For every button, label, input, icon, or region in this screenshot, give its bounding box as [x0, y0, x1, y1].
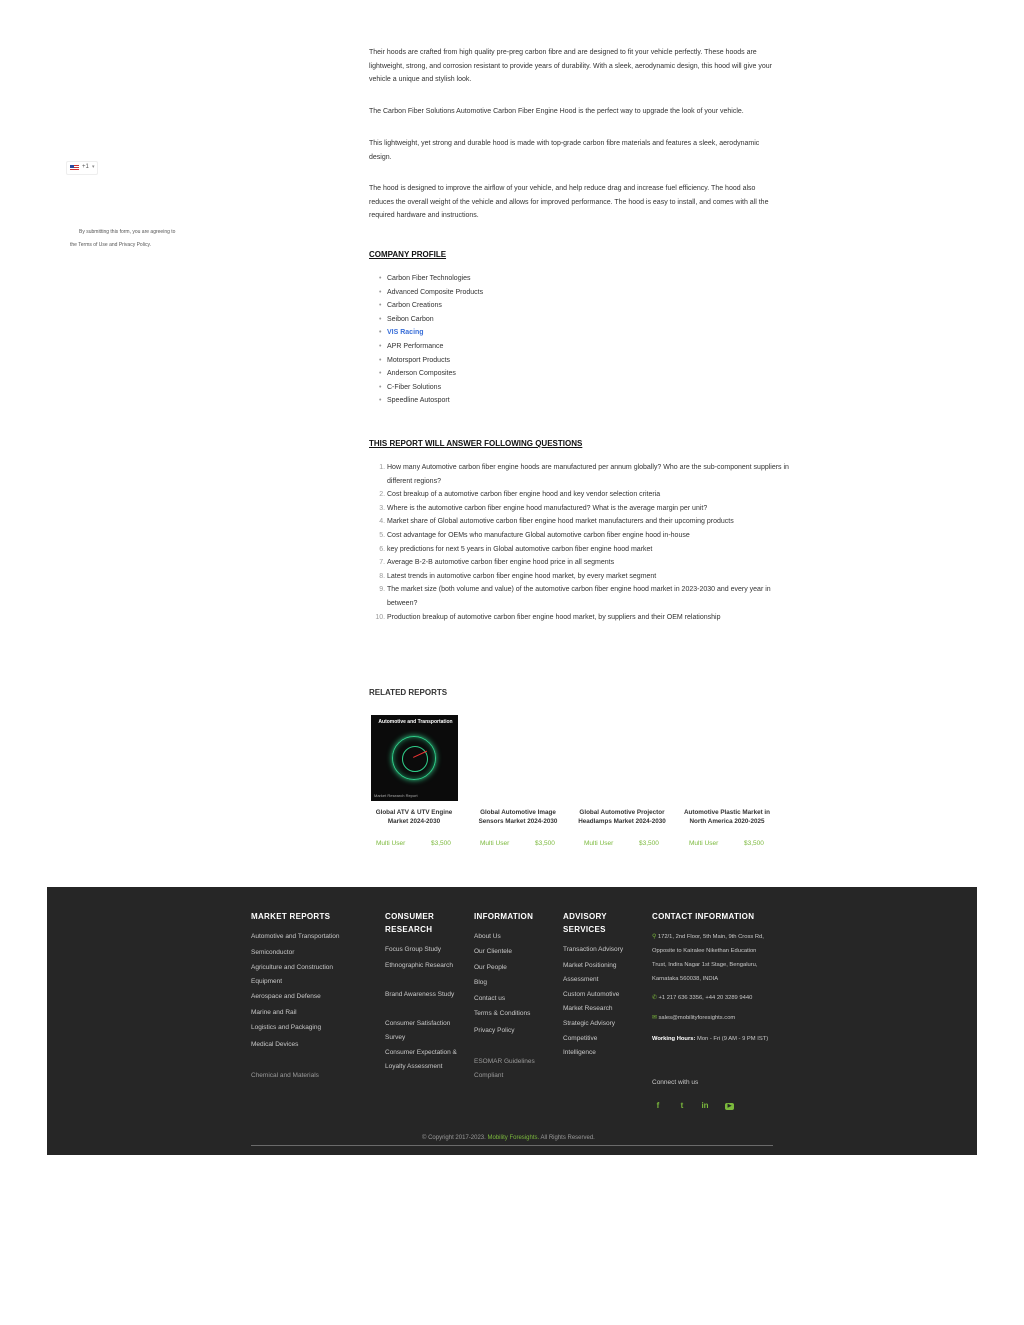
- questions-heading: THIS REPORT WILL ANSWER FOLLOWING QUESTIONS: [369, 439, 583, 448]
- footer-link[interactable]: Ethnographic Research: [385, 962, 453, 969]
- twitter-icon[interactable]: t: [680, 1101, 684, 1110]
- footer-link[interactable]: Marine and Rail: [251, 1009, 297, 1016]
- license-label: Multi User: [584, 840, 614, 847]
- list-item: 5. Cost advantage for OEMs who manufacture Global automotive carbon fiber engine hood in-house: [387, 529, 792, 543]
- paragraph-3: This lightweight, yet strong and durable hood is made with top-grade carbon fibre materials and features a sleek, aerodynamic design.: [369, 140, 760, 161]
- footer-heading-consumer-research: CONSUMER RESEARCH: [385, 912, 435, 934]
- price-label: $3,500: [639, 840, 659, 847]
- list-item: 8. Latest trends in automotive carbon fiber engine hood market, by every market segment: [387, 570, 792, 584]
- location-pin-icon: ⚲: [652, 934, 657, 940]
- consent-text-2: the Terms of Use and Privacy Policy.: [70, 242, 151, 248]
- footer-heading-contact: CONTACT INFORMATION: [652, 912, 755, 921]
- price-label: $3,500: [744, 840, 764, 847]
- footer-link[interactable]: Competitive Intelligence: [563, 1035, 598, 1056]
- related-report-title[interactable]: Global Automotive Projector Headlamps Market 2024-2030: [578, 809, 666, 825]
- youtube-icon[interactable]: ▶: [725, 1103, 734, 1110]
- footer-link[interactable]: ESOMAR Guidelines Compliant: [474, 1058, 535, 1079]
- footer-divider: [251, 1145, 773, 1146]
- company-link-vis-racing[interactable]: • VIS Racing: [387, 326, 483, 340]
- footer-heading-information: INFORMATION: [474, 912, 534, 921]
- price-label: $3,500: [431, 840, 451, 847]
- working-hours-value: Mon - Fri (9 AM - 9 PM IST): [695, 1036, 769, 1042]
- footer-link[interactable]: Terms & Conditions: [474, 1010, 531, 1017]
- list-item: 7. Average B-2-B automotive carbon fiber engine hood price in all segments: [387, 556, 792, 570]
- phone-text: +1 217 636 3356, +44 20 3289 9440: [658, 995, 753, 1001]
- thumbnail-title: Automotive and Transportation: [378, 719, 453, 725]
- paragraph-2: The Carbon Fiber Solutions Automotive Carbon Fiber Engine Hood is the perfect way to upgrade the look of your vehicle.: [369, 108, 744, 115]
- footer-link[interactable]: Blog: [474, 979, 488, 986]
- footer-link[interactable]: Consumer Expectation & Loyalty Assessment: [385, 1049, 457, 1070]
- price-label: $3,500: [535, 840, 555, 847]
- footer-link[interactable]: Agriculture and Construction Equipment: [251, 964, 334, 985]
- footer-link[interactable]: About Us: [474, 933, 501, 940]
- list-item: 1. How many Automotive carbon fiber engine hoods are manufactured per annum globally? Who are the sub-component suppliers in different regions?: [387, 461, 792, 488]
- consent-text-1: By submitting this form, you are agreeing to: [79, 229, 176, 235]
- working-hours-label: Working Hours:: [652, 1036, 696, 1042]
- list-item: • Anderson Composites: [387, 367, 483, 381]
- working-hours: [652, 1032, 772, 1046]
- footer-link[interactable]: Market Positioning Assessment: [563, 962, 617, 983]
- footer-link[interactable]: Medical Devices: [251, 1041, 299, 1048]
- company-list: [369, 272, 483, 408]
- thumbnail-footer: Market Research Report: [374, 793, 418, 798]
- chevron-down-icon: ▾: [92, 164, 95, 170]
- mail-icon: ✉: [652, 1015, 657, 1021]
- footer-link[interactable]: Privacy Policy: [474, 1027, 515, 1034]
- paragraph-4: The hood is designed to improve the airflow of your vehicle, and help reduce drag and increase fuel efficiency. The hood also reduces the overall weight of the vehicle and allows for improved performance. The hood is easy to install, and comes with all the required hardware and instructions.: [369, 185, 769, 220]
- questions-list: [369, 461, 792, 624]
- list-item: • Carbon Fiber Technologies: [387, 272, 483, 286]
- list-item: • Speedline Autosport: [387, 394, 483, 408]
- us-flag-icon: [70, 165, 79, 171]
- license-label: Multi User: [376, 840, 406, 847]
- copyright-brand-link[interactable]: Mobility Foresights.: [487, 1135, 540, 1141]
- copyright-prefix: © Copyright 2017-2023.: [422, 1135, 486, 1141]
- footer-link[interactable]: Chemical and Materials: [251, 1072, 319, 1079]
- list-item: 4. Market share of Global automotive carbon fiber engine hood market manufacturers and their upcoming products: [387, 515, 792, 529]
- footer-link[interactable]: Custom Automotive Market Research: [563, 991, 620, 1012]
- footer-link[interactable]: Semiconductor: [251, 949, 295, 956]
- related-report-title[interactable]: Global Automotive Image Sensors Market 2024-2030: [478, 809, 558, 825]
- phone-line: [652, 991, 777, 1005]
- list-item: 3. Where is the automotive carbon fiber engine hood manufactured? What is the average margin per unit?: [387, 502, 792, 516]
- site-footer: [47, 887, 977, 1155]
- footer-heading-advisory: ADVISORY SERVICES: [563, 912, 607, 934]
- paragraph-1: Their hoods are crafted from high quality pre-preg carbon fibre and are designed to fit your vehicle perfectly. These hoods are lightweight, strong, and corrosion resistant to provide years of durability. With a sleek, aerodynamic design, this hood will give your vehicle a unique and stylish look.: [369, 49, 772, 84]
- list-item: • Motorsport Products: [387, 354, 483, 368]
- footer-link[interactable]: Consumer Satisfaction Survey: [385, 1020, 451, 1041]
- email-text[interactable]: sales@mobilityforesights.com: [658, 1015, 736, 1021]
- copyright-suffix: All Rights Reserved.: [539, 1135, 595, 1141]
- company-profile-heading: COMPANY PROFILE: [369, 250, 447, 259]
- footer-link[interactable]: Logistics and Packaging: [251, 1024, 322, 1031]
- email-line[interactable]: [652, 1011, 777, 1025]
- list-item: 2. Cost breakup of a automotive carbon fiber engine hood and key vendor selection criteria: [387, 488, 792, 502]
- list-item: 6. key predictions for next 5 years in Global automotive carbon fiber engine hood market: [387, 543, 792, 557]
- phone-icon: ✆: [652, 995, 657, 1001]
- license-label: Multi User: [480, 840, 510, 847]
- related-report-title[interactable]: Automotive Plastic Market in North America 2020-2025: [683, 809, 771, 825]
- footer-link[interactable]: Strategic Advisory: [563, 1020, 616, 1027]
- license-label: Multi User: [689, 840, 719, 847]
- footer-link[interactable]: Aerospace and Defense: [251, 993, 321, 1000]
- list-item: • C-Fiber Solutions: [387, 381, 483, 395]
- list-item: 10. Production breakup of automotive carbon fiber engine hood market, by suppliers and their OEM relationship: [387, 611, 792, 625]
- connect-label: Connect with us: [652, 1079, 699, 1086]
- footer-link[interactable]: Contact us: [474, 995, 506, 1002]
- related-reports-heading: RELATED REPORTS: [369, 688, 448, 697]
- linkedin-icon[interactable]: in: [701, 1101, 709, 1110]
- list-item: • APR Performance: [387, 340, 483, 354]
- copyright-text: [422, 1133, 595, 1144]
- footer-link[interactable]: Our People: [474, 964, 507, 971]
- footer-heading-market-reports: MARKET REPORTS: [251, 912, 331, 921]
- address-text: 172/1, 2nd Floor, 5th Main, 9th Cross Rd, Opposite to Kairalee Nikethan Education Trust, Indira Nagar 1st Stage, Bengaluru, Karnataka 560038, INDIA: [652, 934, 764, 982]
- footer-link[interactable]: Transaction Advisory: [563, 946, 624, 953]
- list-item: 9. The market size (both volume and value) of the automotive carbon fiber engine hood market in 2023-2030 and every year in between?: [387, 583, 792, 610]
- related-report-title[interactable]: Global ATV & UTV Engine Market 2024-2030: [375, 809, 453, 825]
- phone-country-select[interactable]: [66, 161, 98, 175]
- list-item: • Carbon Creations: [387, 299, 483, 313]
- report-thumbnail[interactable]: [371, 715, 458, 801]
- list-item: • Advanced Composite Products: [387, 286, 483, 300]
- footer-link[interactable]: Automotive and Transportation: [251, 933, 340, 940]
- footer-link[interactable]: Our Clientele: [474, 948, 512, 955]
- facebook-icon[interactable]: f: [656, 1101, 660, 1110]
- footer-link[interactable]: Brand Awareness Study: [385, 991, 455, 998]
- phone-code: +1: [82, 164, 89, 170]
- speedometer-icon: [392, 736, 436, 780]
- address-block: [652, 930, 772, 986]
- footer-link[interactable]: Focus Group Study: [385, 946, 441, 953]
- list-item: • Seibon Carbon: [387, 313, 483, 327]
